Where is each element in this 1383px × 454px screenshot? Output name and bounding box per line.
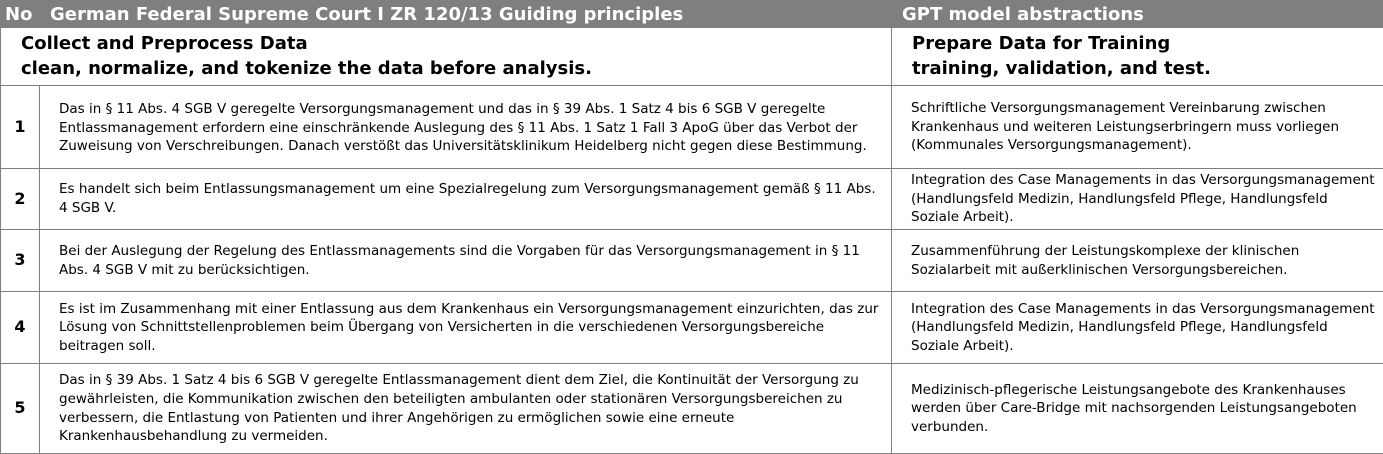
table-row	[1, 230, 1383, 292]
subheader-right	[892, 28, 1383, 86]
table-row	[1, 364, 1383, 454]
row-principle: Das in § 39 Abs. 1 Satz 4 bis 6 SGB V geregelte Entlassmanagement dient dem Ziel, die Kontinuität der Versorgung zu gewährleisten, die Kommunikation zwischen den beteiligten ambulanten oder stationären Versorgungsbereichen zu verbessern, die Entlastung von Patienten und ihrer Angehörigen zu ermöglichen sowie eine erneute Krankenhausbehandlung zu vermeiden.	[40, 364, 892, 454]
subheader-left	[1, 28, 892, 86]
row-abstraction: Schriftliche Versorgungsmanagement Vereinbarung zwischen Krankenhaus und weiteren Leistungserbringern muss vorliegen (Kommunales Versorgungsmanagement).	[892, 86, 1383, 169]
row-principle: Es ist im Zusammenhang mit einer Entlassung aus dem Krankenhaus ein Versorgungsmanagement einzurichten, das zur Lösung von Schnittstellenproblemen beim Übergang von Versicherten in die verschiedenen Versorgungsbereiche beitragen soll.	[40, 292, 892, 364]
subheader-left-line1: Collect and Preprocess Data	[21, 31, 891, 56]
subheader-right-line1: Prepare Data for Training	[912, 31, 1383, 56]
row-abstraction: Zusammenführung der Leistungskomplexe der klinischen Sozialarbeit mit außerklinischen Versorgungsbereichen.	[892, 230, 1383, 292]
row-number: 5	[1, 364, 40, 454]
row-number: 3	[1, 230, 40, 292]
row-abstraction: Medizinisch-pflegerische Leistungsangebote des Krankenhauses werden über Care-Bridge mit nachsorgenden Leistungsangeboten verbunden.	[892, 364, 1383, 454]
row-principle: Das in § 11 Abs. 4 SGB V geregelte Versorgungsmanagement und das in § 39 Abs. 1 Satz 4 bis 6 SGB V geregelte Entlassmanagement erfordern eine einschränkende Auslegung des § 11 Abs. 1 Satz 1 Fall 3 ApoG über das Verbot der Zuweisung von Verschreibungen. Danach verstößt das Universitätsklinikum Heidelberg nicht gegen diese Bestimmung.	[40, 86, 892, 169]
table-row	[1, 292, 1383, 364]
row-number: 2	[1, 169, 40, 230]
table-row	[1, 86, 1383, 169]
row-principle: Bei der Auslegung der Regelung des Entlassmanagements sind die Vorgaben für das Versorgungsmanagement in § 11 Abs. 4 SGB V mit zu berücksichtigen.	[40, 230, 892, 292]
header-row	[1, 1, 1383, 28]
row-abstraction: Integration des Case Managements in das Versorgungsmanagement (Handlungsfeld Medizin, Handlungsfeld Pflege, Handlungsfeld Soziale Arbeit).	[892, 292, 1383, 364]
row-abstraction: Integration des Case Managements in das Versorgungsmanagement (Handlungsfeld Medizin, Handlungsfeld Pflege, Handlungsfeld Soziale Arbeit).	[892, 169, 1383, 230]
header-left: German Federal Supreme Court I ZR 120/13 Guiding principles	[40, 1, 892, 28]
subheader-right-line2: training, validation, and test.	[912, 56, 1383, 81]
row-principle: Es handelt sich beim Entlassungsmanagement um eine Spezialregelung zum Versorgungsmanagement gemäß § 11 Abs. 4 SGB V.	[40, 169, 892, 230]
table-row	[1, 169, 1383, 230]
row-number: 4	[1, 292, 40, 364]
subheader-left-line2: clean, normalize, and tokenize the data before analysis.	[21, 56, 891, 81]
row-number: 1	[1, 86, 40, 169]
subheader-row	[1, 28, 1383, 86]
header-right: GPT model abstractions	[892, 1, 1383, 28]
header-no: No	[1, 1, 40, 28]
